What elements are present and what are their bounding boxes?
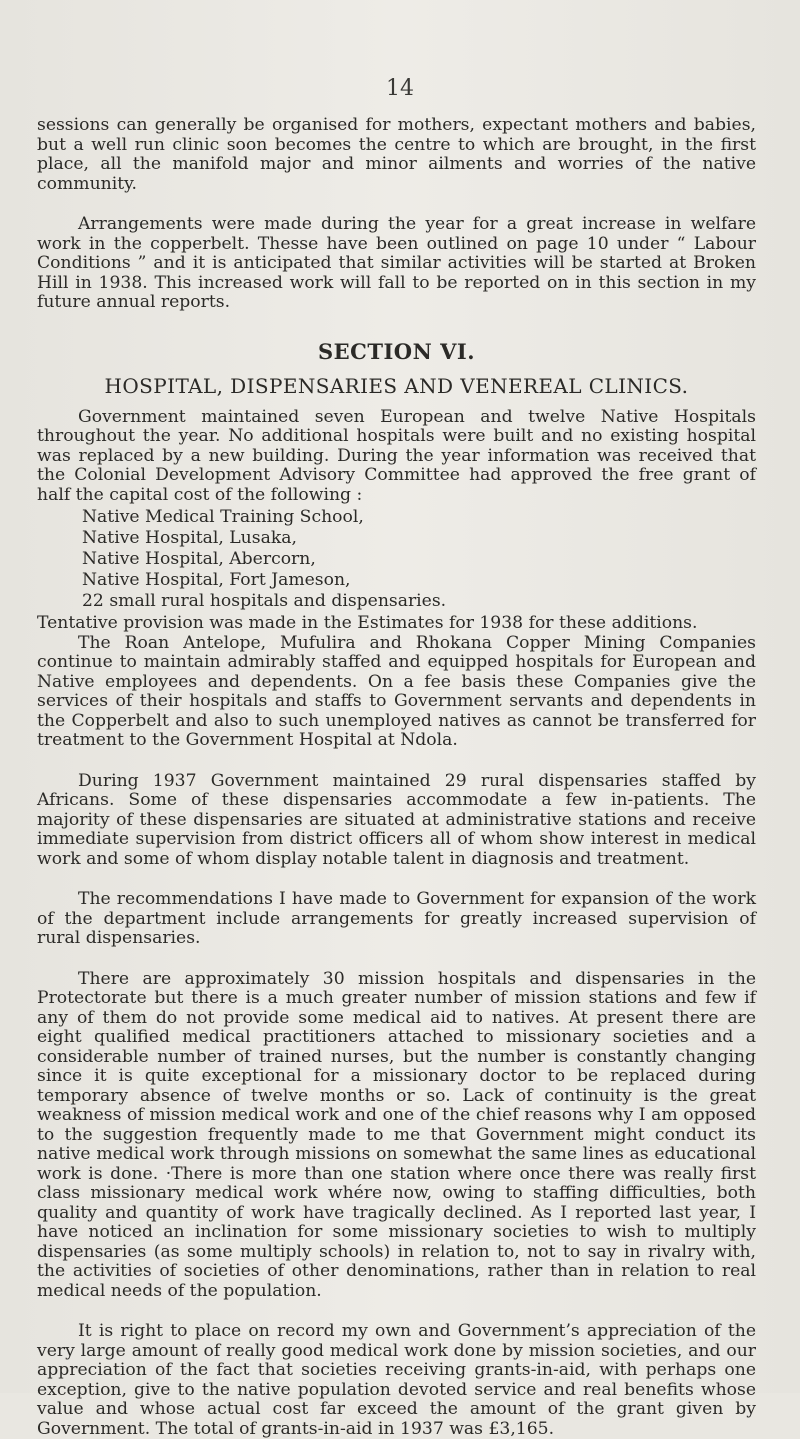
list-item: Native Hospital, Abercorn, [82, 549, 316, 569]
list-item: Native Medical Training School, [82, 507, 364, 527]
paragraph-mission-hospitals: There are approximately 30 mission hospitals and dispensaries in the Protectorate but there is a much greater number of mission stations and few if any of them do not provide some medical aid to natives. At present there are eight qualified medical practitioners attached to missionary societies and a considerable number of trained nurses, but the number is constantly changing since it is quite exceptional for a missionary doctor to be replaced during temporary absence of twelve months or so. Lack of continuity is the great weakness of mission medical work and one of the chief reasons why I am opposed to the suggestion frequently made to me that Government might conduct its native medical work through missions on somewhat the same lines as educational work is done. ·There is more than one station where once there was really first class missionary medical work whére now, owing to staffing difficulties, both quality and quantity of work have tragically declined. As I reported last year, I have noticed an inclination for some missionary societies to wish to multiply dispensaries (as some multiply schools) in relation to, not to say in rivalry with, the activities of societies of other denominations, rather than in relation to real medical needs of the population. [37, 968, 756, 1301]
paragraph-clinic-sessions: sessions can generally be organised for mothers, expectant mothers and babies, but a well run clinic soon becomes the centre to which are brought, in the first place, all the manifold major and minor ailments and worries of the native community. [37, 115, 756, 194]
paragraph-rural-dispensaries: During 1937 Government maintained 29 rural dispensaries staffed by Africans. Some of these dispensaries accommodate a few in-patients. The majority of these dispensaries are situated at administrative stations and receive immediate supervision from district officers all of whom show interest in medical work and some of whom display notable talent in diagnosis and treatment. [37, 770, 756, 869]
list-item: 22 small rural hospitals and dispensaries. [82, 591, 447, 611]
paragraph-government-hospitals: Government maintained seven European and twelve Native Hospitals throughout the year. No additional hospitals were built and no existing hospital was replaced by a new building. During the year information was received that the Colonial Development Advisory Committee had approved the free grant of half the capital cost of the following : [37, 406, 756, 505]
paragraph-appreciation: It is right to place on record my own and Government’s appreciation of the very large amount of really good medical work done by mission societies, and our appreciation of the fact that societies receiving grants-in-aid, with perhaps one exception, give to the native population devoted service and real benefits whose value and whose actual cost far exceed the amount of the grant given by Government. The total of grants-in-aid in 1937 was £3,165. [37, 1321, 756, 1439]
paragraph-tentative-provision: Tentative provision was made in the Estimates for 1938 for these additions. [37, 613, 698, 633]
section-title: SECTION VI. [317, 338, 476, 364]
paragraph-mining-companies: The Roan Antelope, Mufulira and Rhokana Copper Mining Companies continue to maintain admirably staffed and equipped hospitals for European and Native employees and dependents. On a fee basis these Companies give the services of their hospitals and staffs to Government servants and dependents in the Copperbelt and also to such unemployed natives as cannot be transferred for treatment to the Government Hospital at Ndola. [37, 632, 756, 750]
page-number: 14 [386, 76, 414, 101]
section-subtitle: HOSPITAL, DISPENSARIES AND VENEREAL CLINICS. [104, 373, 689, 398]
paragraph-recommendations: The recommendations I have made to Government for expansion of the work of the department include arrangements for greatly increased supervision of rural dispensaries. [37, 889, 756, 948]
list-item: Native Hospital, Lusaka, [82, 528, 297, 548]
grant-items-list [37, 507, 756, 612]
list-item: Native Hospital, Fort Jameson, [82, 570, 351, 590]
page-content [37, 116, 756, 1439]
paragraph-welfare-arrangements: Arrangements were made during the year for a great increase in welfare work in the copperbelt. Thesse have been outlined on page 10 under “ Labour Conditions ” and it is anticipated that similar activities will be started at Broken Hill in 1938. This increased work will fall to be reported on in this section in my future annual reports. [37, 214, 756, 312]
